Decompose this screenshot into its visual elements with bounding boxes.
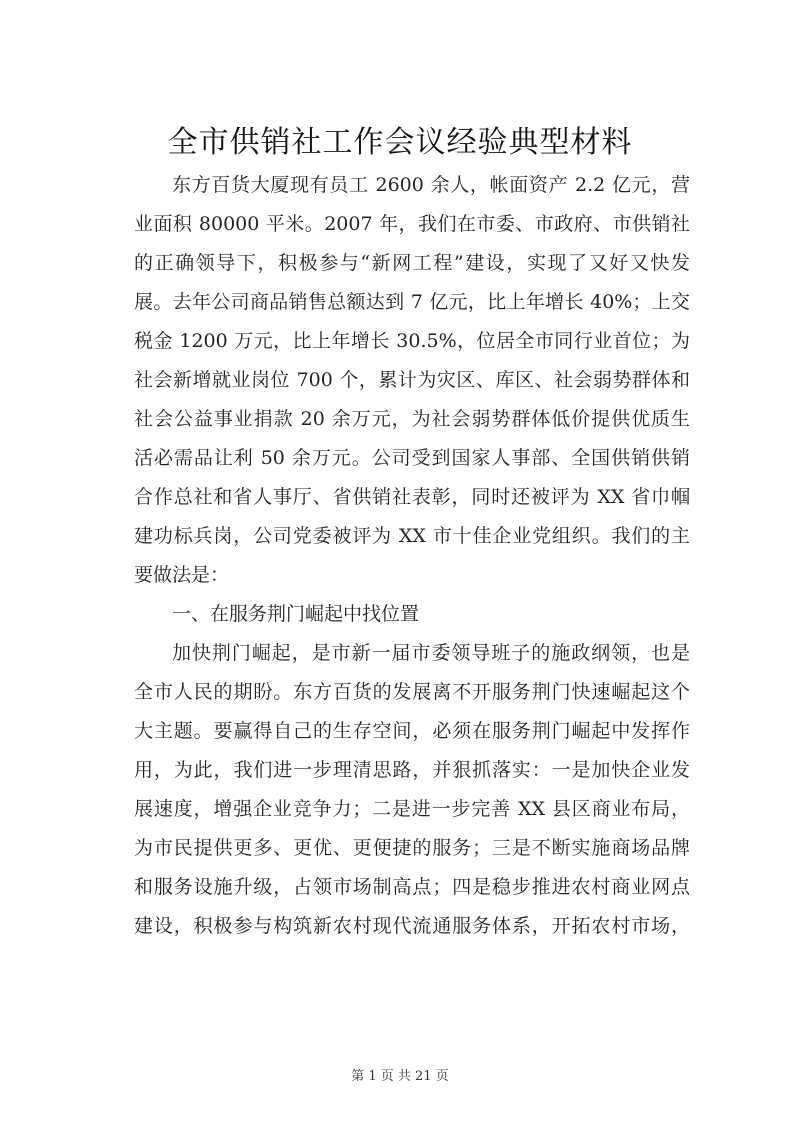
text-line: 为市民提供更多、更优、更便捷的服务；三是不断实施商场品牌 xyxy=(134,837,690,859)
text-line: 用，为此，我们进一步理清思路，并狠抓落实：一是加快企业发 xyxy=(134,759,690,781)
text-line: 和服务设施升级，占领市场制高点；四是稳步推进农村商业网点 xyxy=(134,876,690,898)
text-line: 建设，积极参与构筑新农村现代流通服务体系，开拓农村市场， xyxy=(134,915,690,937)
text-line: 要做法是： xyxy=(134,564,230,586)
text-line: 社会公益事业捐款 20 余万元，为社会弱势群体低价提供优质生 xyxy=(134,408,690,430)
page-footer: 第 1 页 共 21 页 xyxy=(351,1069,449,1084)
text-line: 活必需品让利 50 余万元。公司受到国家人事部、全国供销供销 xyxy=(134,447,690,469)
text-line: 税金 1200 万元，比上年增长 30.5%，位居全市同行业首位；为 xyxy=(134,330,690,352)
text-line: 大主题。要赢得自己的生存空间，必须在服务荆门崛起中发挥作 xyxy=(134,720,690,742)
text-line: 展速度，增强企业竞争力；二是进一步完善 XX 县区商业布局， xyxy=(134,798,690,820)
text-line: 一、在服务荆门崛起中找位置 xyxy=(172,603,420,625)
text-line: 社会新增就业岗位 700 个，累计为灾区、库区、社会弱势群体和 xyxy=(134,369,690,391)
text-line: 的正确领导下，积极参与“新网工程”建设，实现了又好又快发 xyxy=(134,252,690,274)
text-line: 加快荆门崛起，是市新一届市委领导班子的施政纲领，也是 xyxy=(172,642,690,664)
text-line: 业面积 80000 平米。2007 年，我们在市委、市政府、市供销社 xyxy=(134,213,690,235)
text-line: 全市人民的期盼。东方百货的发展离不开服务荆门快速崛起这个 xyxy=(134,681,690,703)
text-line: 合作总社和省人事厅、省供销社表彰，同时还被评为 XX 省巾帼 xyxy=(134,486,690,508)
document-title: 全市供销社工作会议经验典型材料 xyxy=(167,125,633,160)
text-line: 东方百货大厦现有员工 2600 余人，帐面资产 2.2 亿元，营 xyxy=(172,174,690,196)
text-line: 展。去年公司商品销售总额达到 7 亿元，比上年增长 40%；上交 xyxy=(134,291,690,313)
document-body xyxy=(134,166,690,946)
text-line: 建功标兵岗，公司党委被评为 XX 市十佳企业党组织。我们的主 xyxy=(134,525,690,547)
